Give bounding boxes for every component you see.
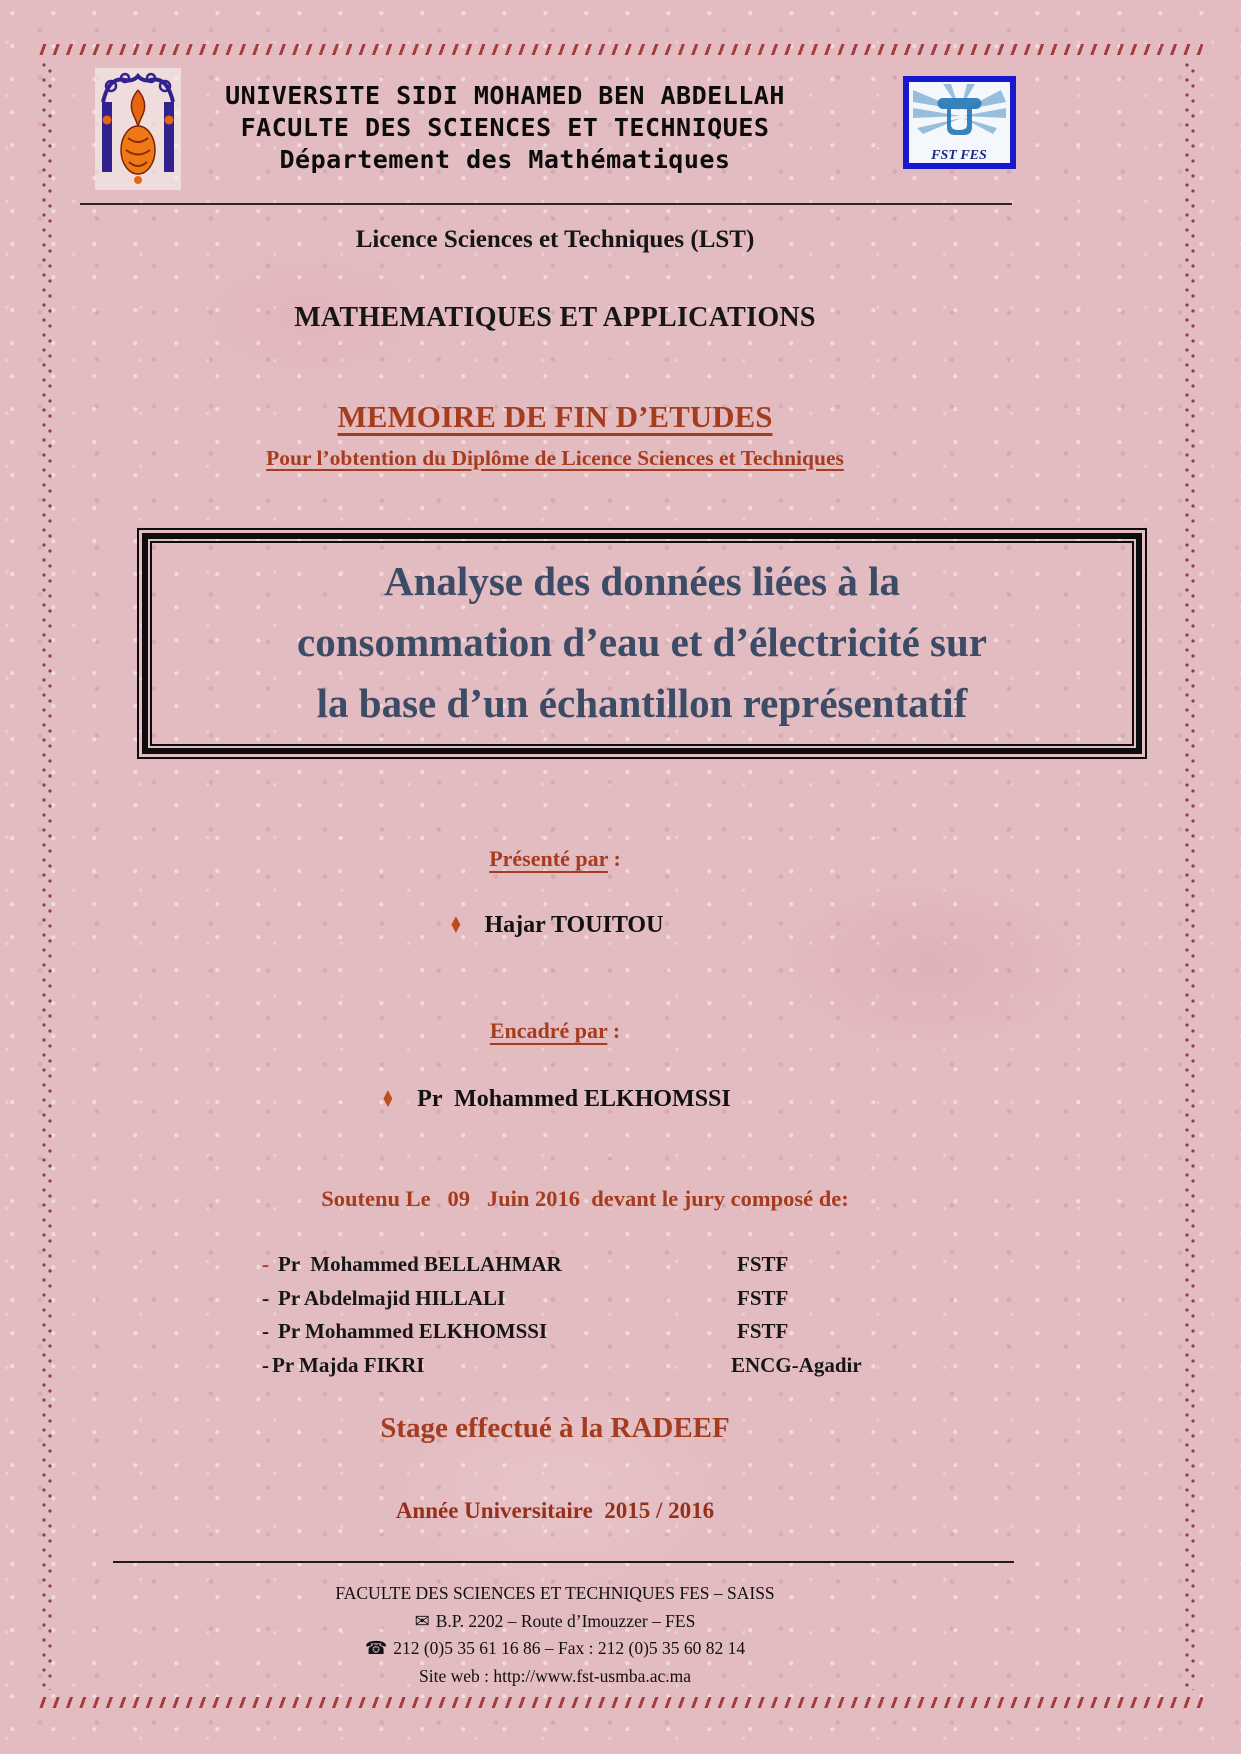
student-name: Hajar TOUITOU [484, 912, 664, 938]
university-emblem-logo [95, 68, 181, 190]
footer-faculty-line: FACULTE DES SCIENCES ET TECHNIQUES FES – SAISS [335, 1583, 775, 1603]
jury-member-org: ENCG-Agadir [731, 1352, 862, 1377]
decorative-border-bottom [38, 1697, 1203, 1708]
department-name: Département des Mathématiques [279, 145, 731, 174]
student-row [70, 912, 1040, 939]
university-header [200, 80, 810, 176]
jury-row [262, 1315, 922, 1349]
decorative-border-top [38, 44, 1203, 55]
footer-block [70, 1580, 1040, 1690]
thesis-title-line2: consommation d’eau et d’électricité sur [297, 619, 987, 665]
fst-fes-caption: FST FES [931, 148, 987, 163]
diamond-bullet-icon: ♦ [381, 1085, 396, 1113]
jury-dash: - [262, 1285, 269, 1310]
decorative-border-left [41, 62, 54, 1690]
jury-member-org: FSTF [737, 1285, 789, 1310]
jury-dash: - [262, 1319, 269, 1343]
faculty-name: FACULTE DES SCIENCES ET TECHNIQUES [240, 113, 770, 142]
jury-row [262, 1349, 922, 1383]
jury-member-name: Pr Majda FIKRI [272, 1352, 425, 1377]
jury-member-name: Pr Mohammed ELKHOMSSI [278, 1319, 548, 1343]
academic-year-line: Année Universitaire 2015 / 2016 [395, 1498, 715, 1523]
supervisor-name: Pr Mohammed ELKHOMSSI [417, 1086, 731, 1112]
fst-fes-logo [903, 76, 1016, 169]
program-line: Licence Sciences et Techniques (LST) [355, 226, 755, 253]
jury-member-org: FSTF [737, 1319, 789, 1343]
thesis-title-line3: la base d’un échantillon représentatif [316, 680, 968, 726]
jury-dash: - [262, 1352, 269, 1377]
memoire-subheading: Pour l’obtention du Diplôme de Licence Sciences et Techniques [266, 446, 844, 470]
jury-member-org: FSTF [737, 1252, 789, 1276]
thesis-title-box [137, 528, 1147, 759]
jury-dash: - [262, 1252, 269, 1276]
phone-icon: ☎ [364, 1638, 388, 1658]
jury-list [262, 1248, 922, 1382]
internship-line: Stage effectué à la RADEEF [380, 1412, 730, 1444]
jury-row [262, 1248, 922, 1282]
specialty-line: MATHEMATIQUES ET APPLICATIONS [294, 302, 816, 333]
presented-by-label: Présenté par : [489, 846, 621, 871]
jury-member-name: Pr Abdelmajid HILLALI [278, 1285, 506, 1310]
thesis-title [150, 541, 1134, 746]
jury-member-name: Pr Mohammed BELLAHMAR [278, 1252, 562, 1276]
footer-address-line: ✉ B.P. 2202 – Route d’Imouzzer – FES [414, 1610, 696, 1631]
university-name: UNIVERSITE SIDI MOHAMED BEN ABDELLAH [225, 81, 785, 110]
mail-icon: ✉ [414, 1610, 430, 1631]
defense-line: Soutenu Le 09 Juin 2016 devant le jury composé de: [321, 1186, 849, 1211]
footer-website-line: Site web : http://www.fst-usmba.ac.ma [418, 1665, 691, 1686]
footer-phone-line: ☎ 212 (0)5 35 61 16 86 – Fax : 212 (0)5 35 60 82 14 [364, 1638, 746, 1658]
diamond-bullet-icon: ♦ [448, 911, 463, 939]
memoire-heading: MEMOIRE DE FIN D’ETUDES [337, 399, 773, 434]
header-divider [80, 203, 1012, 205]
supervised-by-label: Encadré par : [489, 1018, 621, 1043]
jury-row [262, 1282, 922, 1316]
footer-divider [113, 1561, 1014, 1563]
thesis-title-line1: Analyse des données liées à la [384, 558, 900, 604]
decorative-border-right [1184, 62, 1197, 1690]
supervisor-row [70, 1086, 1040, 1113]
